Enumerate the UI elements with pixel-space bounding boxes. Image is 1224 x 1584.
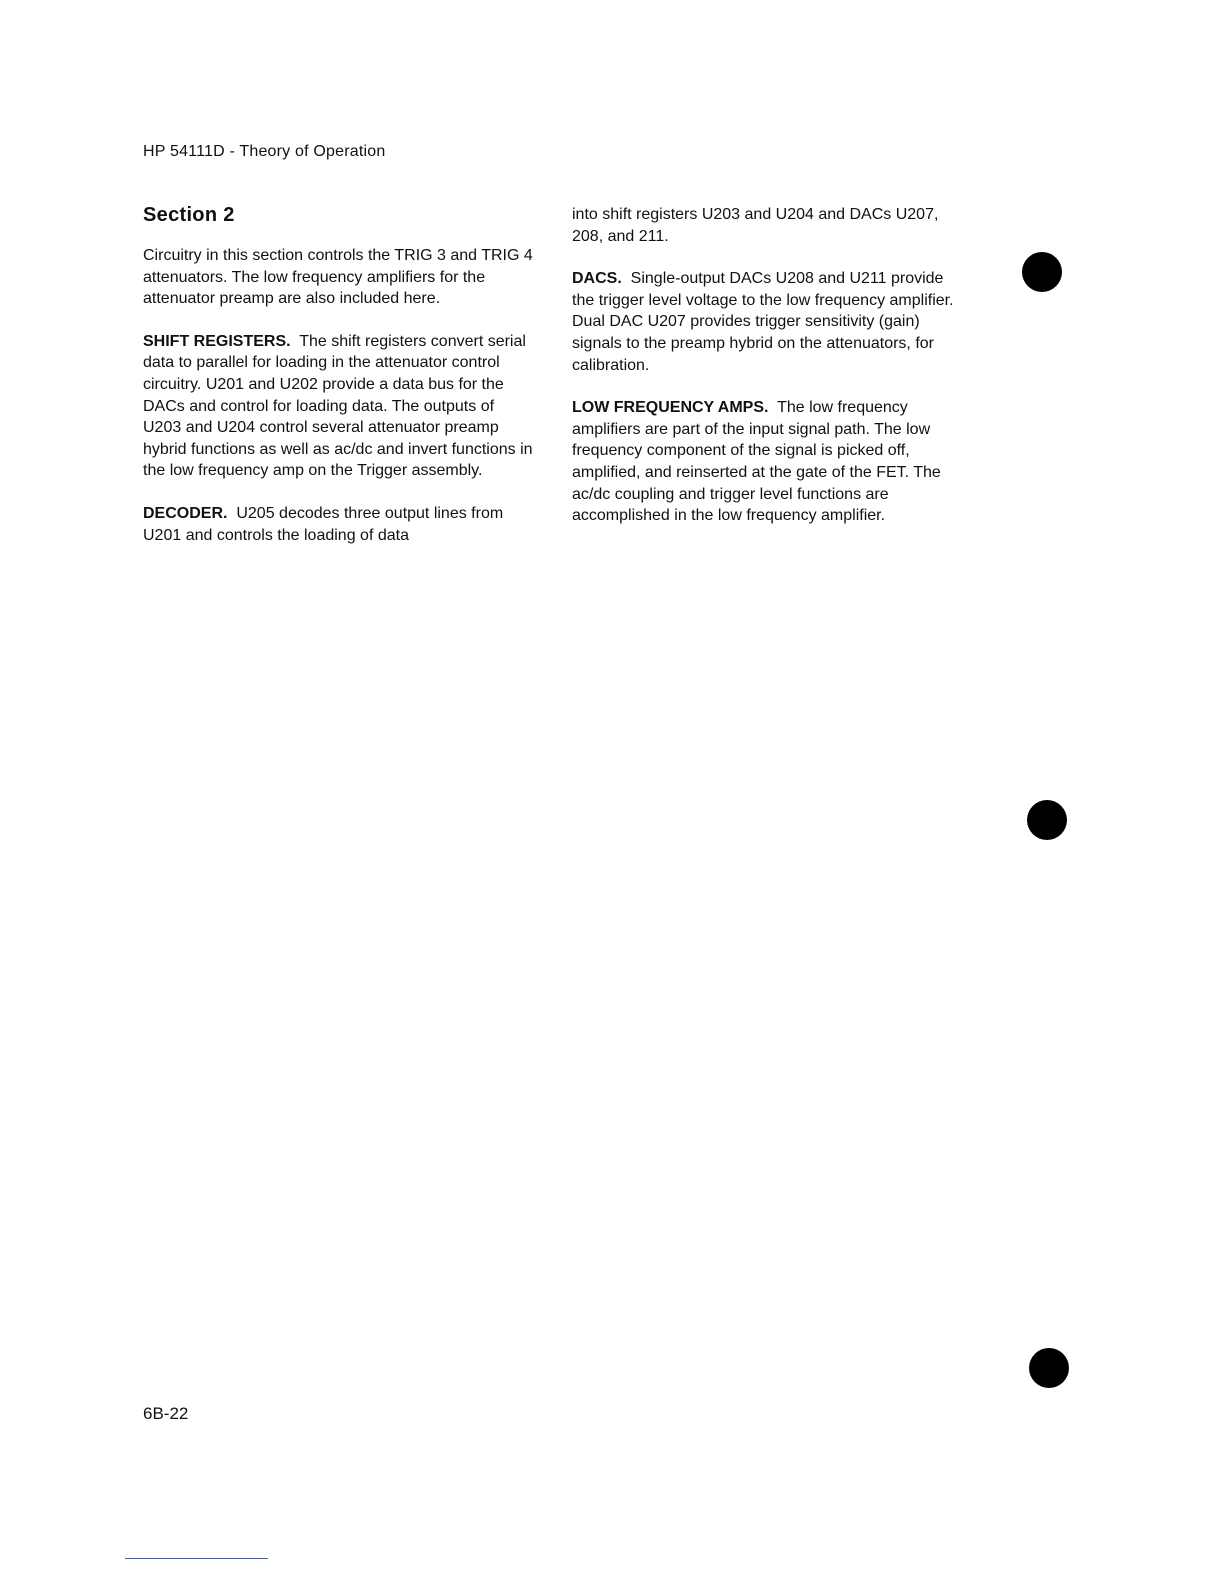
dacs-paragraph: [572, 268, 962, 376]
intro-paragraph: Circuitry in this section controls the TRIG 3 and TRIG 4 attenuators. The low frequency amplifiers for the attenuator preamp are also included here.: [143, 247, 533, 308]
decoder-text: U205 decodes three output lines from U201 and controls the loading of data: [143, 504, 504, 544]
shift-registers-heading: SHIFT REGISTERS.: [143, 332, 291, 350]
dacs-text: Single-output DACs U208 and U211 provide the trigger level voltage to the low frequency amplifier. Dual DAC U207 provides trigger sensitivity (gain) signals to the preamp hybrid on the attenuators, for calibration.: [572, 270, 954, 374]
page-number: 6B-22: [143, 1404, 189, 1423]
left-column: [143, 200, 533, 567]
running-header: HP 54111D - Theory of Operation: [143, 143, 386, 160]
shift-registers-text: The shift registers convert serial data to parallel for loading in the attenuator control circuitry. U201 and U202 provide a data bus for the DACs and control for loading data. The outputs of U203 and U204 control several attenuator preamp hybrid functions as well as ac/dc and invert functions in the low frequency amp on the Trigger assembly.: [143, 332, 533, 480]
punch-hole-middle: [1027, 800, 1067, 840]
section-title: Section 2: [143, 204, 235, 226]
punch-hole-bottom: [1029, 1348, 1069, 1388]
low-frequency-amps-text: The low frequency amplifiers are part of the input signal path. The low frequency component of the signal is picked off, amplified, and reinserted at the gate of the FET. The ac/dc coupling and trigger level functions are accomplished in the low frequency amplifier.: [572, 399, 941, 525]
shift-registers-paragraph: [143, 331, 533, 482]
continuation-paragraph: into shift registers U203 and U204 and DACs U207, 208, and 211.: [572, 206, 939, 245]
punch-hole-top: [1022, 252, 1062, 292]
dacs-heading: DACS.: [572, 270, 622, 288]
low-frequency-amps-paragraph: [572, 397, 962, 527]
bottom-rule: [125, 1558, 268, 1559]
decoder-heading: DECODER.: [143, 504, 228, 522]
right-column: [572, 200, 962, 548]
low-frequency-amps-heading: LOW FREQUENCY AMPS.: [572, 399, 769, 417]
decoder-paragraph: [143, 503, 533, 546]
